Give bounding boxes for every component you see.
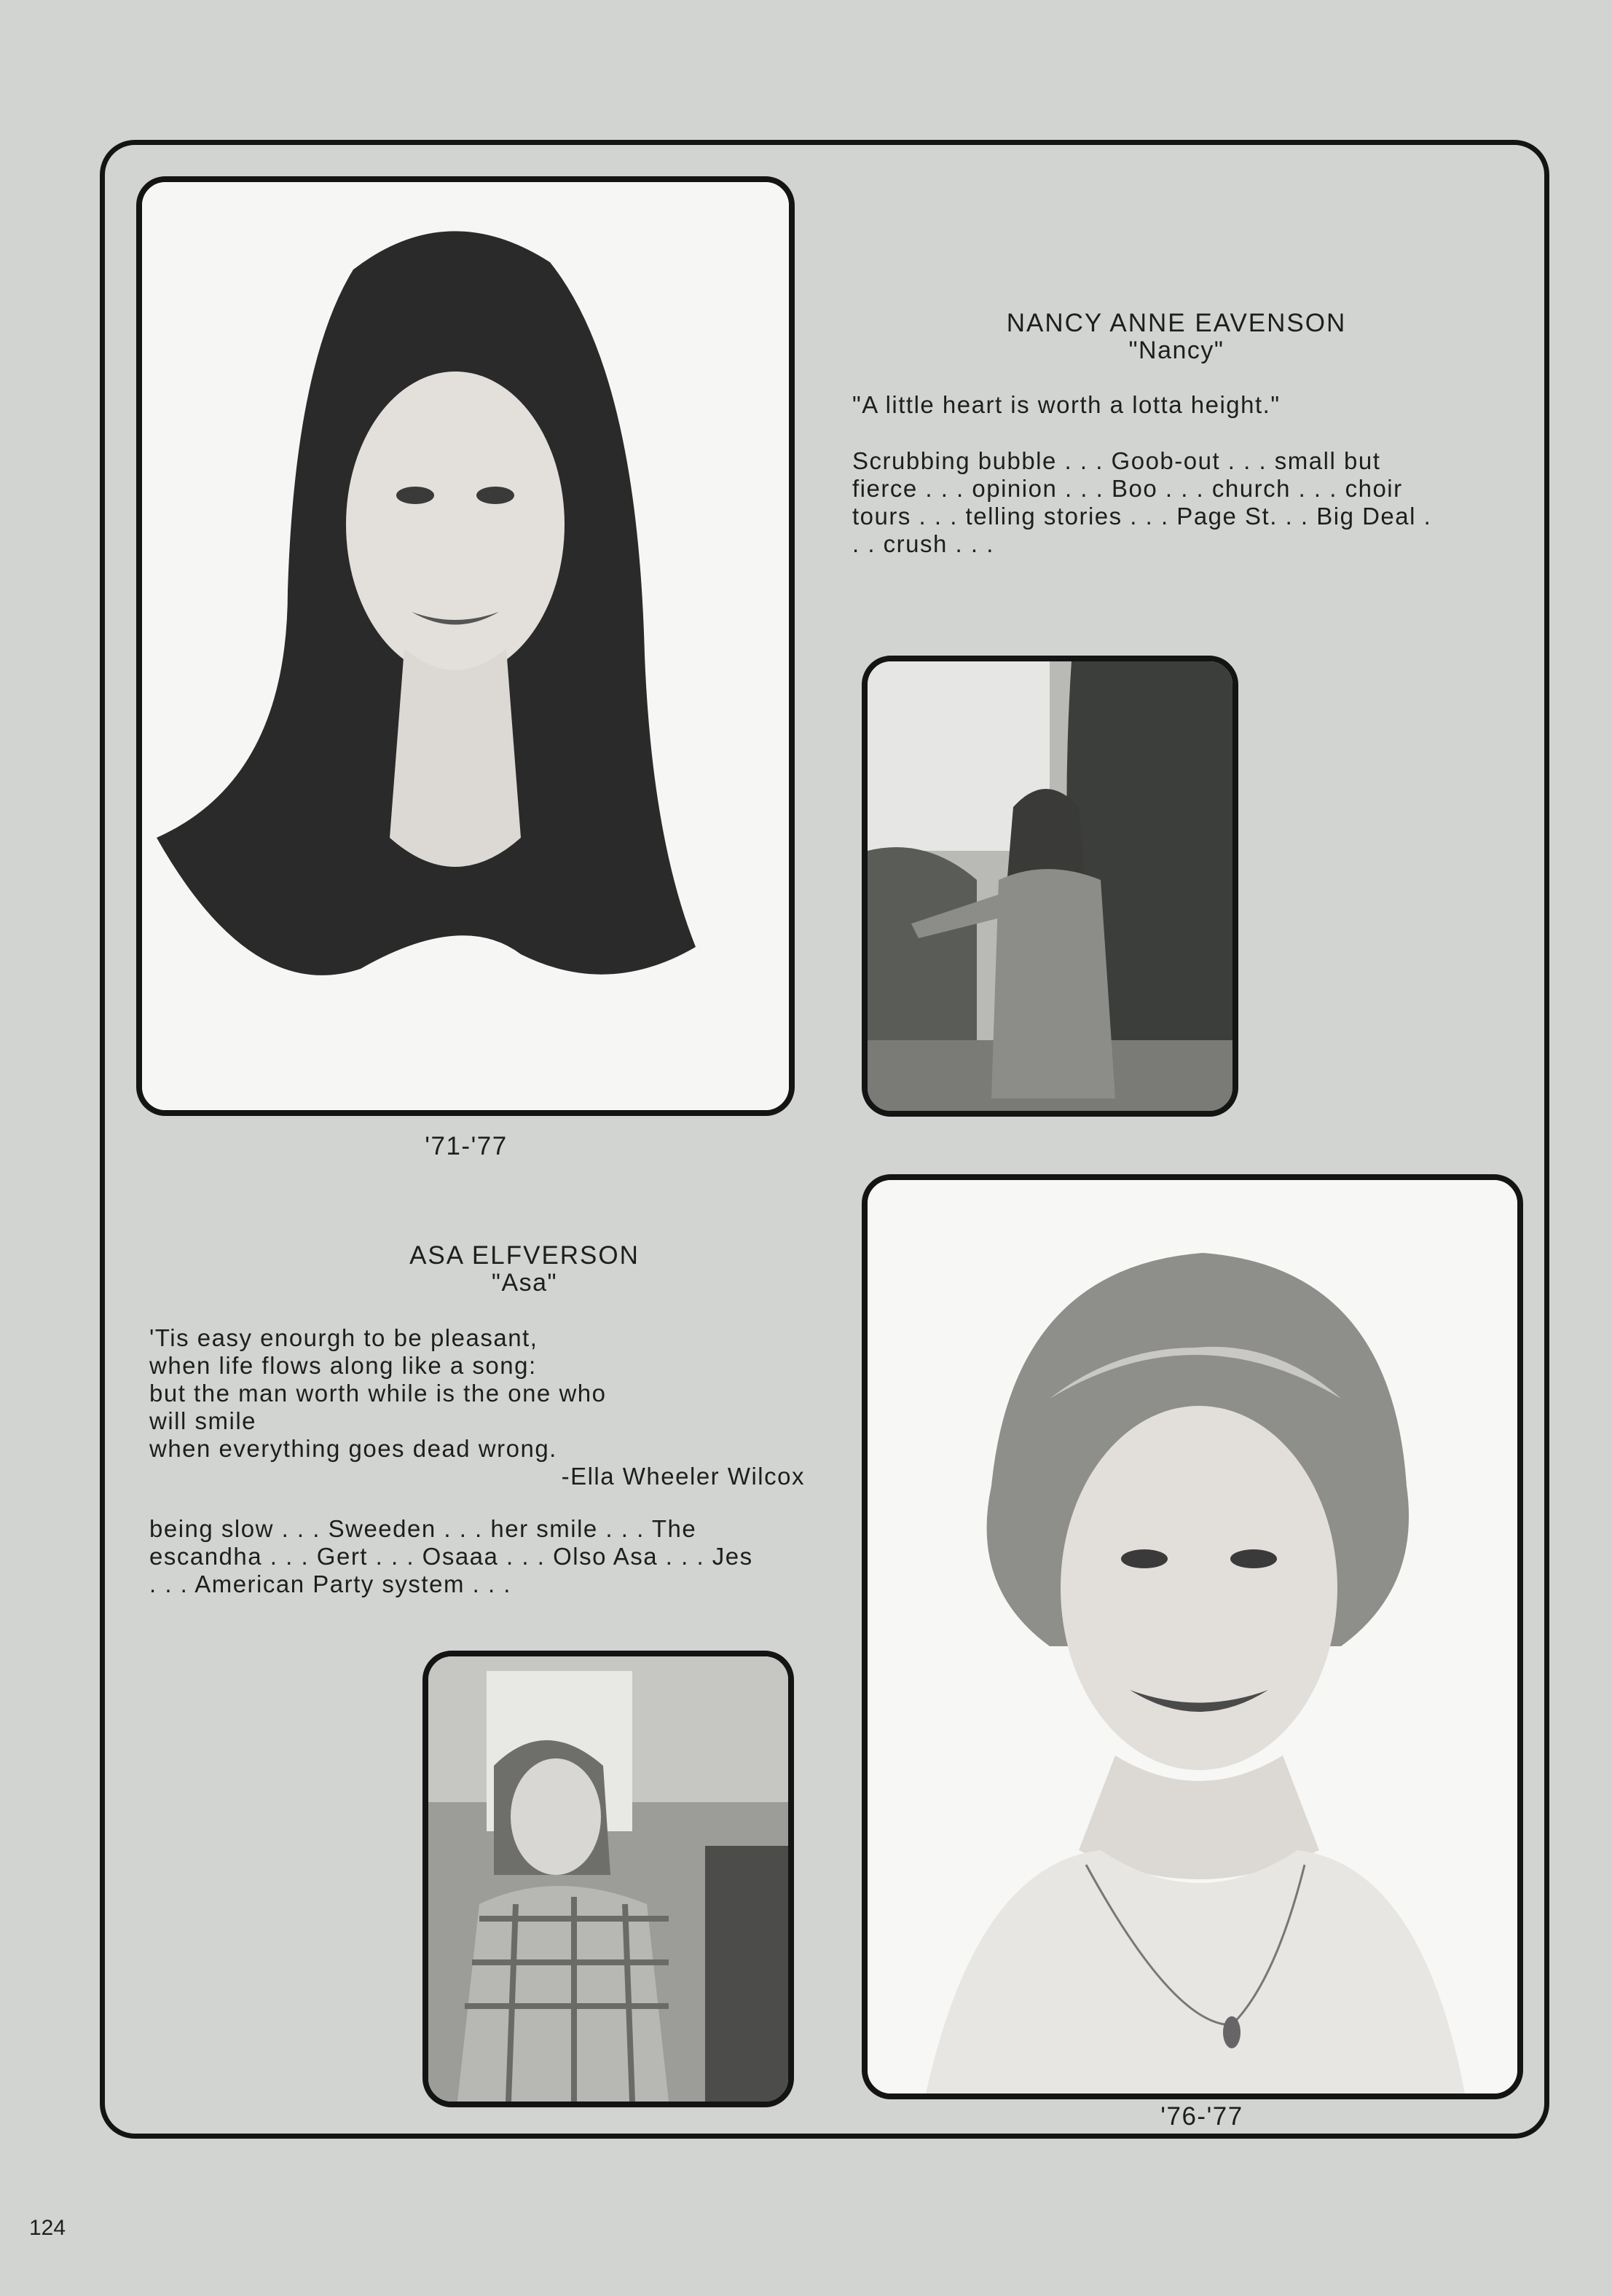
- nancy-class-years: '71-'77: [425, 1132, 508, 1160]
- nancy-name: NANCY ANNE EAVENSON: [1006, 309, 1347, 337]
- asa-candid-photo: [422, 1651, 794, 2107]
- asa-portrait-photo: [862, 1174, 1523, 2099]
- asa-quote-author: -Ella Wheeler Wilcox: [561, 1463, 805, 1490]
- page-number: 124: [29, 2216, 66, 2240]
- asa-class-years: '76-'77: [1160, 2102, 1243, 2131]
- nancy-quote: "A little heart is worth a lotta height.": [852, 391, 1281, 418]
- nancy-nickname: "Nancy": [1128, 337, 1224, 364]
- asa-nickname: "Asa": [491, 1269, 558, 1297]
- nancy-activities: Scrubbing bubble . . . Goob-out . . . small but fierce . . . opinion . . . Boo . . . church . . . choir tours . . . telling stories . . . Page St. . . Big Deal . . . crush . . .: [852, 447, 1432, 557]
- asa-name: ASA ELFVERSON: [409, 1241, 640, 1270]
- asa-activities: being slow . . . Sweeden . . . her smile . . . The escandha . . . Gert . . . Osaaa . . . Olso Asa . . . Jes . . . American Party system . . .: [149, 1515, 753, 1597]
- nancy-candid-photo: [862, 656, 1238, 1117]
- asa-quote: 'Tis easy enourgh to be pleasant, when life flows along like a song: but the man worth while is the one who will smile when everything goes dead wrong.: [149, 1324, 607, 1462]
- nancy-portrait-photo: [136, 176, 795, 1116]
